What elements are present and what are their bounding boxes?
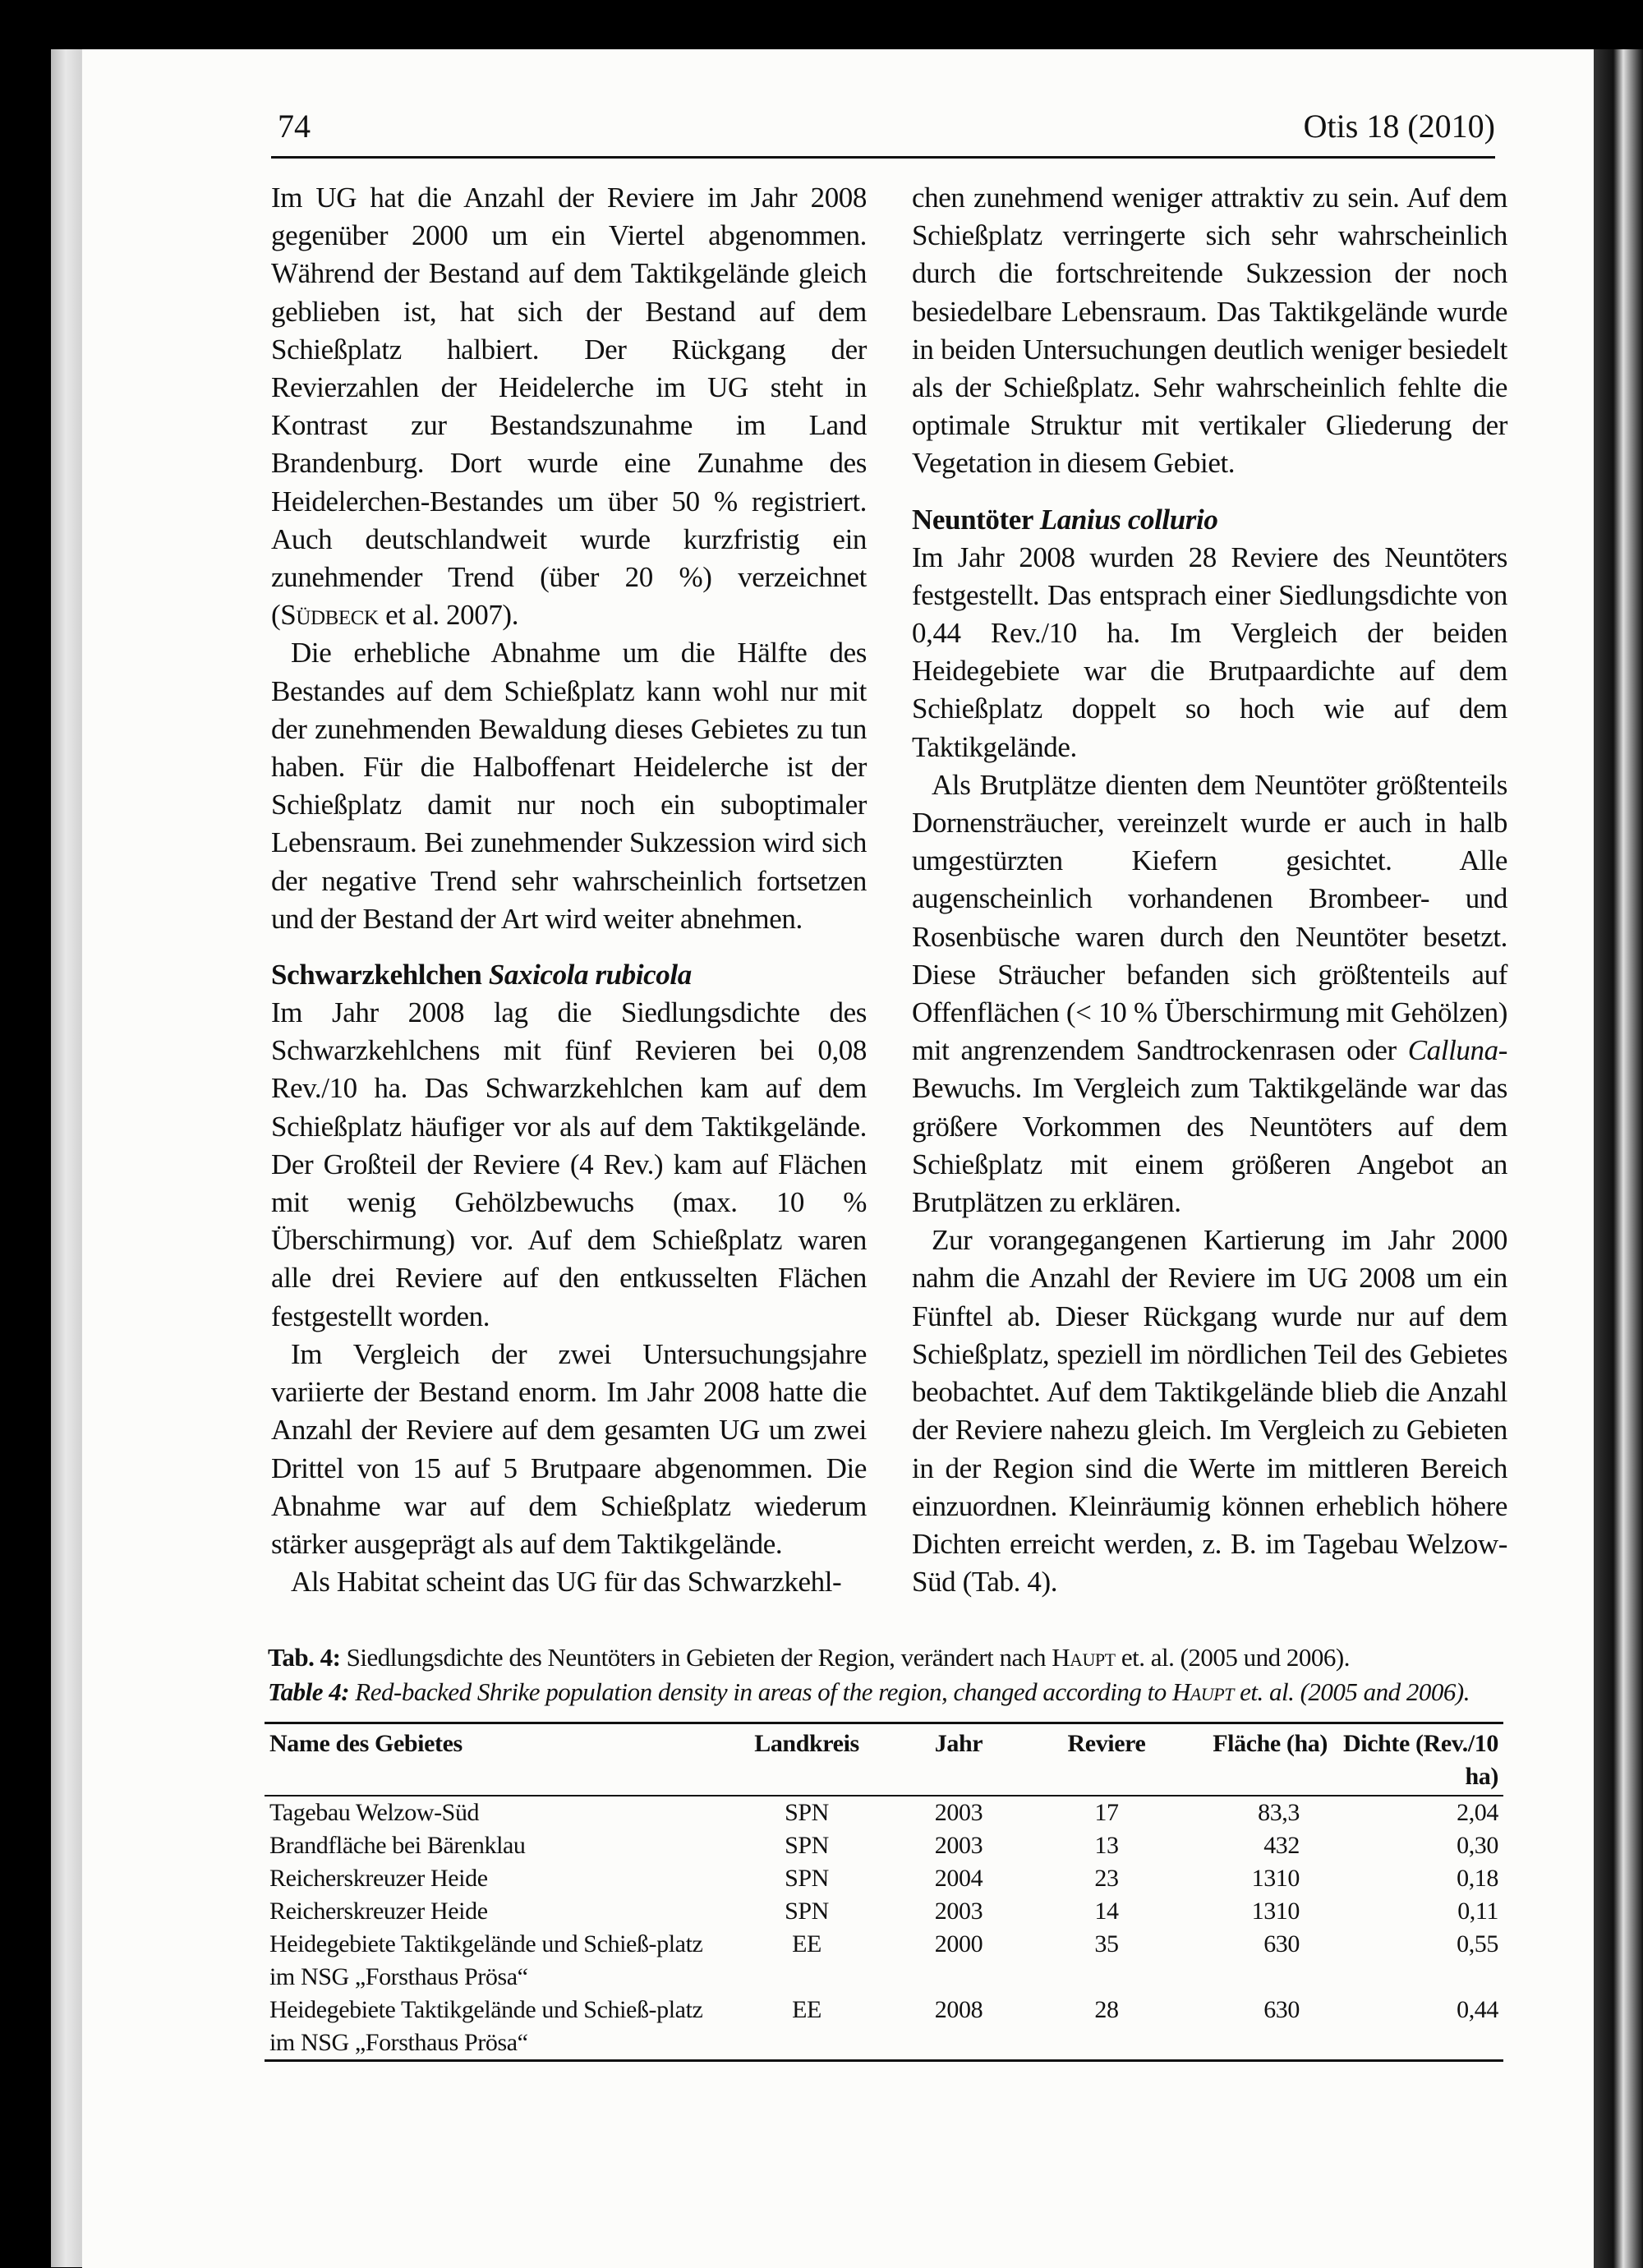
cell-dichte: 0,30 (1457, 1832, 1498, 1859)
paragraph (912, 766, 1507, 1221)
cell-reviere: 35 (1094, 1930, 1119, 1957)
cell-dichte: 0,18 (1457, 1865, 1498, 1892)
table-header-row (265, 1723, 1503, 1796)
paragraph: Im Jahr 2008 lag die Siedlungsdichte des Schwarzkehlchens mit fünf Revieren bei 0,08 Rev./10 ha. Das Schwarzkehlchen kam auf dem Schießplatz häufiger vor als auf dem Taktikgelände. Der Großteil der Reviere (4 Rev.) kam auf Flächen mit wenig Gehölzbewuchs (max. 10 % Überschirmung) vor. Auf dem Schießplatz waren alle drei Reviere auf den entkusselten Flächen festgestellt worden. (271, 996, 867, 1332)
heading-common-name: Neuntöter (912, 503, 1040, 536)
text: et. al. (2005 and 2006). (1233, 1677, 1470, 1706)
cell-reviere: 14 (1094, 1898, 1119, 1925)
journal-citation: Otis 18 (2010) (1303, 108, 1495, 145)
cell-dichte: 0,55 (1457, 1930, 1498, 1957)
cell-flaeche: 83,3 (1258, 1799, 1300, 1826)
cell-dichte: 0,11 (1457, 1898, 1498, 1925)
heading-latin-name: Lanius collurio (1039, 503, 1218, 536)
paragraph: Zur vorangegangenen Kartierung im Jahr 2000 nahm die Anzahl der Reviere im UG 2008 um ein Fünftel ab. Dieser Rückgang wurde nur auf dem Schießplatz, speziell im nördlichen Teil des Gebietes beobachtet. Auf dem Taktikgelände blieb die Anzahl der Reviere nahezu gleich. Im Vergleich zu Gebieten in der Region sind die Werte im mittleren Bereich einzuordnen. Kleinräumig können erheblich höhere Dichten erreicht werden, z. B. im Tagebau Welzow-Süd (Tab. 4). (912, 1224, 1507, 1599)
text: Siedlungsdichte des Neuntöters in Gebieten der Region, verändert nach (340, 1643, 1052, 1672)
cell-landkreis: SPN (785, 1865, 829, 1892)
paragraph: Im Vergleich der zwei Untersuchungsjahre variierte der Bestand enorm. Im Jahr 2008 hatte die Anzahl der Reviere auf dem gesamten UG um zwei Drittel von 15 auf 5 Brutpaare abgenommen. Die Abnahme war auf dem Schießplatz wiederum stärker ausgeprägt als auf dem Taktikgelände. (271, 1337, 867, 1560)
table-row (265, 1796, 1503, 1829)
caption-label: Tab. 4: (268, 1643, 341, 1672)
density-table (265, 1722, 1503, 2062)
table-row (265, 1928, 1503, 1994)
header-rule (271, 156, 1495, 159)
col-header-name: Name des Gebietes (269, 1730, 463, 1757)
cell-name: Tagebau Welzow-Süd (269, 1799, 480, 1826)
table-body (265, 1796, 1503, 2061)
paragraph: chen zunehmend weniger attraktiv zu sein. Auf dem Schießplatz verringerte sich sehr wahrscheinlich durch die fortschreitende Sukzession der noch besiedelbare Lebensraum. Das Taktikgelände wurde in beiden Untersuchungen deutlich weniger besiedelt als der Schießplatz. Sehr wahrscheinlich fehlte die optimale Struktur mit vertikaler Gliederung der Vegetation in diesem Gebiet. (912, 182, 1507, 480)
text: et. al. (2005 und 2006). (1115, 1643, 1350, 1672)
cell-name: Brandfläche bei Bärenklau (269, 1832, 526, 1859)
left-column (271, 179, 867, 1601)
cell-reviere: 28 (1094, 1996, 1119, 2023)
table-row (265, 1994, 1503, 2061)
cell-flaeche: 630 (1263, 1996, 1300, 2023)
cell-jahr: 2000 (934, 1930, 983, 1957)
table-row (265, 1862, 1503, 1895)
latin-term: Calluna (1407, 1034, 1498, 1067)
cell-jahr: 2004 (934, 1865, 983, 1892)
cell-dichte: 2,04 (1457, 1799, 1498, 1826)
paragraph (271, 179, 867, 634)
cell-flaeche: 1310 (1251, 1898, 1300, 1925)
paragraph: Im Jahr 2008 wurden 28 Reviere des Neuntöters festgestellt. Das entsprach einer Siedlungsdichte von 0,44 Rev./10 ha. Im Vergleich der beiden Heidegebiete war die Brutpaardichte auf dem Schießplatz doppelt so hoch wie auf dem Taktikgelände. (912, 541, 1507, 763)
cell-jahr: 2003 (934, 1898, 983, 1925)
text: Red-backed Shrike population density in areas of the region, changed according to (349, 1677, 1172, 1706)
cell-reviere: 13 (1094, 1832, 1119, 1859)
page-number: 74 (278, 108, 311, 145)
text: -Bewuchs. Im Vergleich zum Taktikgelände war das größere Vorkommen des Neuntöters auf dem Schießplatz mit einem größeren Angebot an Brutplätzen zu erklären. (912, 1034, 1507, 1219)
cell-flaeche: 1310 (1251, 1865, 1300, 1892)
text: et al. 2007). (378, 599, 519, 632)
cell-reviere: 17 (1094, 1799, 1119, 1826)
cell-name: Heidegebiete Taktikgelände und Schieß-platz im NSG „Forsthaus Prösa“ (269, 1930, 703, 1990)
cell-landkreis: EE (792, 1930, 822, 1957)
author-name: Haupt (1171, 1677, 1234, 1706)
author-name: Haupt (1052, 1643, 1116, 1672)
caption-label: Table 4: (268, 1677, 350, 1706)
col-header-flaeche: Fläche (ha) (1213, 1730, 1328, 1757)
cell-name: Reicherskreuzer Heide (269, 1865, 488, 1892)
cell-name: Heidegebiete Taktikgelände und Schieß-platz im NSG „Forsthaus Prösa“ (269, 1996, 703, 2056)
cell-dichte: 0,44 (1457, 1996, 1498, 2023)
cell-jahr: 2003 (934, 1799, 983, 1826)
table-caption-de (268, 1643, 1508, 1672)
cell-jahr: 2008 (934, 1996, 983, 2023)
author-name: Südbeck (280, 599, 379, 632)
cell-flaeche: 630 (1263, 1930, 1300, 1957)
cell-flaeche: 432 (1263, 1832, 1300, 1859)
text: Im UG hat die Anzahl der Reviere im Jahr 2008 gegenüber 2000 um ein Viertel abgenommen. Während der Bestand auf dem Taktikgelände gleich geblieben ist, hat sich der Bestand auf dem Schießplatz halbiert. Der Rückgang der Revierzahlen der Heidelerche im UG steht in Kontrast zur Bestandszunahme im Land Brandenburg. Dort wurde eine Zunahme des Heidelerchen-Bestandes um über 50 % registriert. Auch deutschlandweit wurde kurzfristig ein zunehmender Trend (über 20 %) verzeichnet ( (271, 182, 867, 632)
cell-reviere: 23 (1094, 1865, 1119, 1892)
table-row (265, 1829, 1503, 1862)
cell-landkreis: SPN (785, 1898, 829, 1925)
col-header-landkreis: Landkreis (754, 1730, 859, 1757)
cell-landkreis: EE (792, 1996, 822, 2023)
heading-latin-name: Saxicola rubicola (488, 959, 692, 991)
paragraph: Die erhebliche Abnahme um die Hälfte des Bestandes auf dem Schießplatz kann wohl nur mit der zunehmenden Bewaldung dieses Gebietes zu tun haben. Für die Halboffenart Heidelerche ist der Schießplatz damit nur noch ein suboptimaler Lebensraum. Bei zunehmender Sukzession wird sich der negative Trend sehr wahrscheinlich fortsetzen und der Bestand der Art wird weiter abnehmen. (271, 637, 867, 935)
cell-jahr: 2003 (934, 1832, 983, 1859)
col-header-reviere: Reviere (1067, 1730, 1146, 1757)
text: Als Brutplätze dienten dem Neuntöter größtenteils Dornensträucher, vereinzelt wurde er auch in halb umgestürzten Kiefern gesichtet. Alle augenscheinlich vorhandenen Brombeer- und Rosenbüsche waren durch den Neuntöter besetzt. Diese Sträucher befanden sich größtenteils auf Offenflächen (< 10 % Überschirmung mit Gehölzen) mit angrenzendem Sandtrockenrasen oder (912, 768, 1507, 1067)
table-caption-en (268, 1677, 1508, 1707)
cell-landkreis: SPN (785, 1832, 829, 1859)
col-header-jahr: Jahr (934, 1730, 983, 1757)
cell-landkreis: SPN (785, 1799, 829, 1826)
col-header-dichte: Dichte (Rev./10 ha) (1343, 1730, 1498, 1790)
section-heading-neuntoeter (912, 501, 1507, 539)
section-heading-schwarzkehlchen (271, 956, 867, 994)
paragraph: Als Habitat scheint das UG für das Schwarzkehl- (291, 1566, 842, 1599)
book-spine-edge (1594, 49, 1643, 2268)
cell-name: Reicherskreuzer Heide (269, 1898, 488, 1925)
right-column (912, 179, 1507, 1601)
table-row (265, 1895, 1503, 1928)
heading-common-name: Schwarzkehlchen (271, 959, 489, 991)
